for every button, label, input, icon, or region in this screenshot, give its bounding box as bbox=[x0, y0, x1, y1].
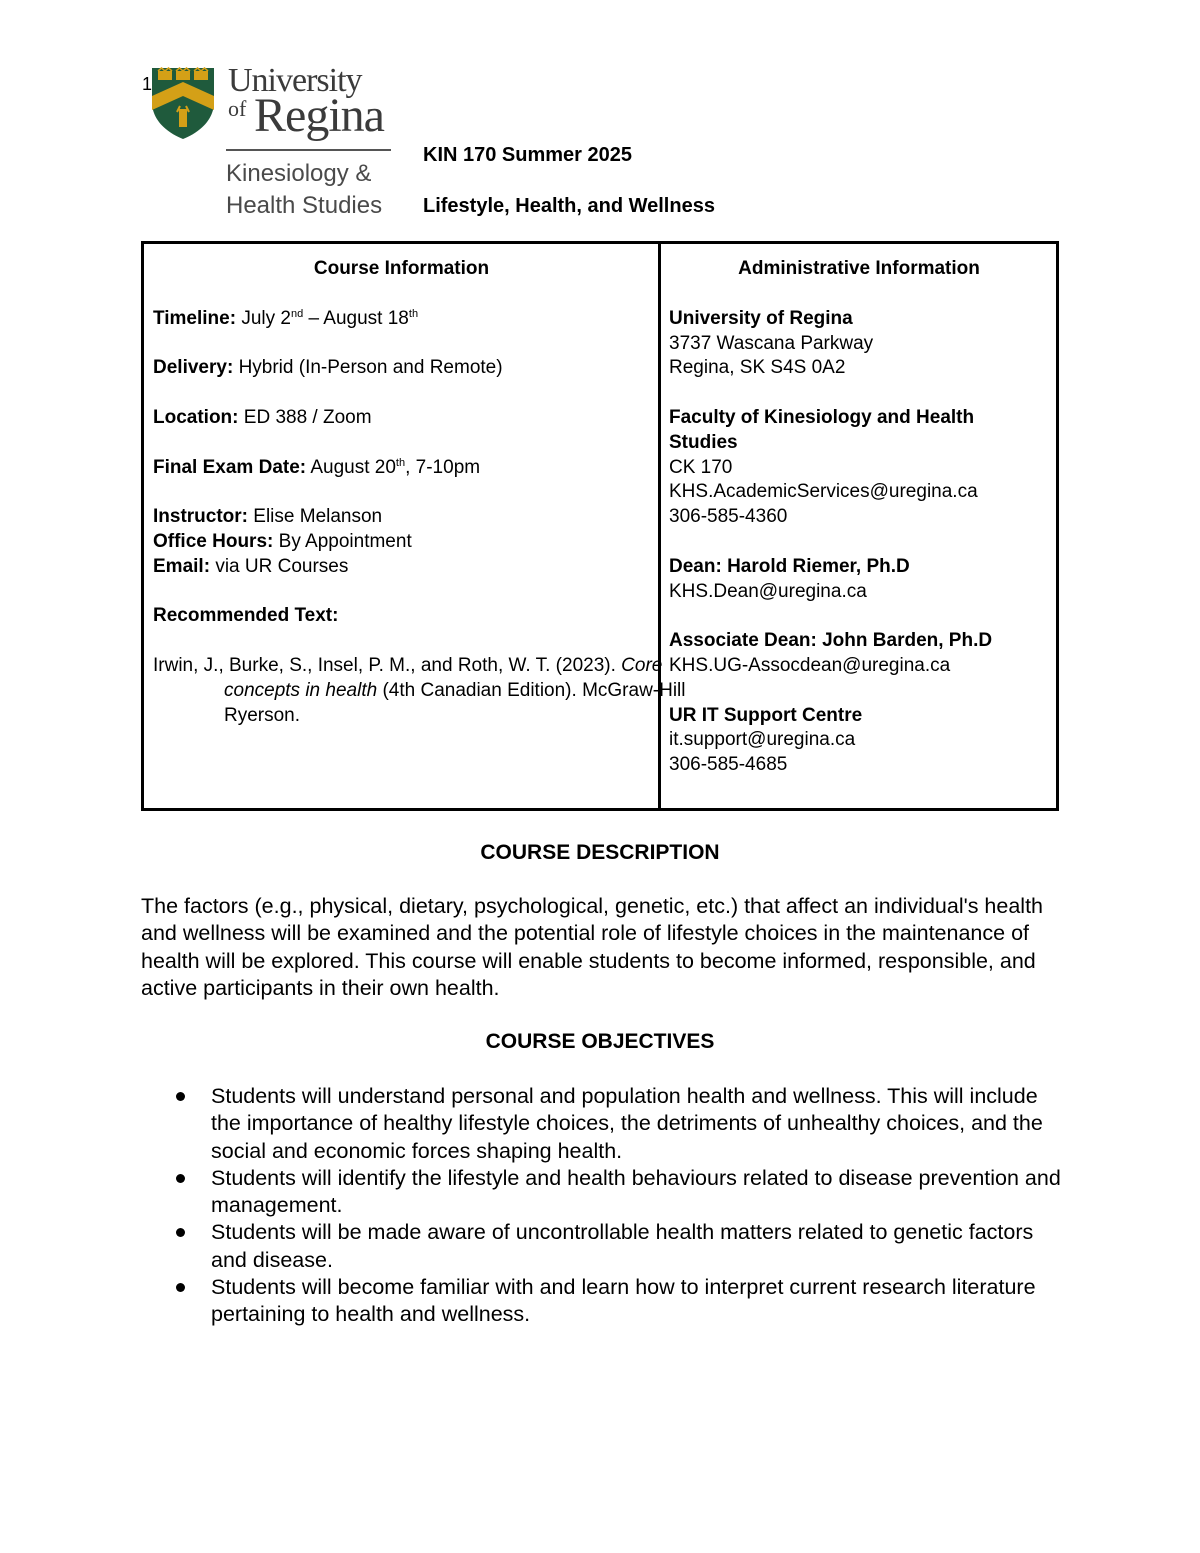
objective-text: Students will identify the lifestyle and health behaviours related to disease prevention and management. bbox=[211, 1165, 1061, 1218]
office-hours-label: Office Hours: bbox=[153, 530, 274, 552]
department-line-2: Health Studies bbox=[226, 192, 383, 219]
location-row bbox=[153, 406, 653, 431]
associate-dean-name: Associate Dean: John Barden, Ph.D bbox=[669, 630, 993, 652]
department-name bbox=[226, 158, 382, 222]
location-value: ED 388 / Zoom bbox=[243, 406, 372, 428]
instructor-row bbox=[153, 505, 653, 530]
faculty-name-line-2: Studies bbox=[669, 431, 738, 453]
department-line-1: Kinesiology & bbox=[226, 160, 372, 187]
timeline-end-suffix: th bbox=[408, 307, 419, 320]
bullet-icon bbox=[176, 1092, 185, 1101]
course-title: KIN 170 Summer 2025 bbox=[423, 144, 633, 166]
university-address-2: Regina, SK S4S 0A2 bbox=[669, 357, 846, 379]
timeline-label: Timeline: bbox=[153, 307, 237, 329]
office-hours-row bbox=[153, 530, 653, 555]
associate-dean-email-link[interactable]: KHS.UG-Assocdean@uregina.ca bbox=[669, 654, 951, 676]
delivery-row bbox=[153, 356, 653, 381]
objectives-list bbox=[141, 1083, 1071, 1329]
email-label: Email: bbox=[153, 555, 211, 577]
objective-text: Students will understand personal and population health and wellness. This will include the importance of healthy lifestyle choices, the detriments of unhealthy choices, and the social and economic forces shaping health. bbox=[211, 1084, 1043, 1163]
faculty-room: CK 170 bbox=[669, 456, 733, 478]
final-exam-date-suffix: th bbox=[395, 456, 406, 469]
dean-name: Dean: Harold Riemer, Ph.D bbox=[669, 555, 910, 577]
timeline-row bbox=[153, 307, 653, 332]
timeline-start: July 2 bbox=[241, 307, 291, 329]
objective-item bbox=[141, 1083, 1071, 1165]
administrative-information-heading: Administrative Information bbox=[738, 258, 980, 279]
course-subtitle: Lifestyle, Health, and Wellness bbox=[423, 195, 715, 217]
bullet-icon bbox=[176, 1174, 185, 1183]
location-label: Location: bbox=[153, 406, 239, 428]
reference-edition: (4th Canadian Edition). McGraw-Hill Ryerson. bbox=[224, 679, 686, 726]
recommended-text-reference bbox=[153, 654, 704, 728]
reference-title: Core concepts in health bbox=[224, 654, 663, 701]
faculty-phone: 306-585-4360 bbox=[669, 506, 788, 528]
university-address-1: 3737 Wascana Parkway bbox=[669, 332, 874, 354]
objective-item bbox=[141, 1165, 1071, 1220]
bullet-icon bbox=[176, 1228, 185, 1237]
shield-icon bbox=[150, 66, 216, 140]
final-exam-time: , 7-10pm bbox=[405, 456, 481, 478]
final-exam-date: August 20 bbox=[310, 456, 396, 478]
bullet-icon bbox=[176, 1283, 185, 1292]
course-description-heading: COURSE DESCRIPTION bbox=[480, 841, 720, 864]
course-information-column bbox=[153, 244, 686, 728]
instructor-value: Elise Melanson bbox=[253, 506, 383, 528]
logo-word-university: University bbox=[228, 62, 362, 99]
university-name: University of Regina bbox=[669, 307, 853, 329]
final-exam-label: Final Exam Date: bbox=[153, 456, 307, 478]
page-number: 1 bbox=[142, 74, 153, 94]
timeline-start-suffix: nd bbox=[290, 307, 304, 320]
final-exam-row bbox=[153, 456, 653, 481]
office-hours-value: By Appointment bbox=[278, 530, 412, 552]
course-information-heading: Course Information bbox=[313, 258, 490, 279]
it-support-phone: 306-585-4685 bbox=[669, 754, 788, 776]
faculty-name-line-1: Faculty of Kinesiology and Health bbox=[669, 406, 975, 428]
recommended-text-label: Recommended Text: bbox=[153, 605, 339, 627]
email-value: via UR Courses bbox=[215, 555, 349, 577]
course-objectives-heading: COURSE OBJECTIVES bbox=[485, 1030, 715, 1053]
delivery-label: Delivery: bbox=[153, 357, 234, 379]
logo-divider bbox=[226, 149, 391, 151]
objective-item bbox=[141, 1274, 1071, 1329]
course-description-body: The factors (e.g., physical, dietary, psychological, genetic, etc.) that affect an individual's health and wellness will be examined and the potential role of lifestyle choices in the maintenance of health will be explored. This course will enable students to become informed, responsible, and active participants in their own health. bbox=[141, 894, 1044, 1000]
it-support-email-link[interactable]: it.support@uregina.ca bbox=[669, 729, 856, 751]
objective-item bbox=[141, 1219, 1071, 1274]
logo-word-regina: Regina bbox=[254, 89, 384, 142]
it-support-title: UR IT Support Centre bbox=[669, 704, 863, 726]
objective-text: Students will become familiar with and learn how to interpret current research literature pertaining to health and wellness. bbox=[211, 1275, 1036, 1327]
instructor-label: Instructor: bbox=[153, 506, 248, 528]
email-row bbox=[153, 555, 653, 580]
timeline-end: – August 18 bbox=[303, 307, 409, 329]
reference-authors: Irwin, J., Burke, S., Insel, P. M., and Roth, W. T. (2023). bbox=[153, 654, 622, 676]
objective-text: Students will be made aware of uncontrollable health matters related to genetic factors and disease. bbox=[211, 1220, 1034, 1272]
faculty-email-link[interactable]: KHS.AcademicServices@uregina.ca bbox=[669, 481, 978, 503]
administrative-information-column bbox=[669, 244, 1054, 778]
dean-email-link[interactable]: KHS.Dean@uregina.ca bbox=[669, 580, 867, 602]
delivery-value: Hybrid (In-Person and Remote) bbox=[238, 357, 503, 379]
info-table bbox=[141, 241, 1059, 811]
logo-word-of: of bbox=[228, 96, 247, 121]
